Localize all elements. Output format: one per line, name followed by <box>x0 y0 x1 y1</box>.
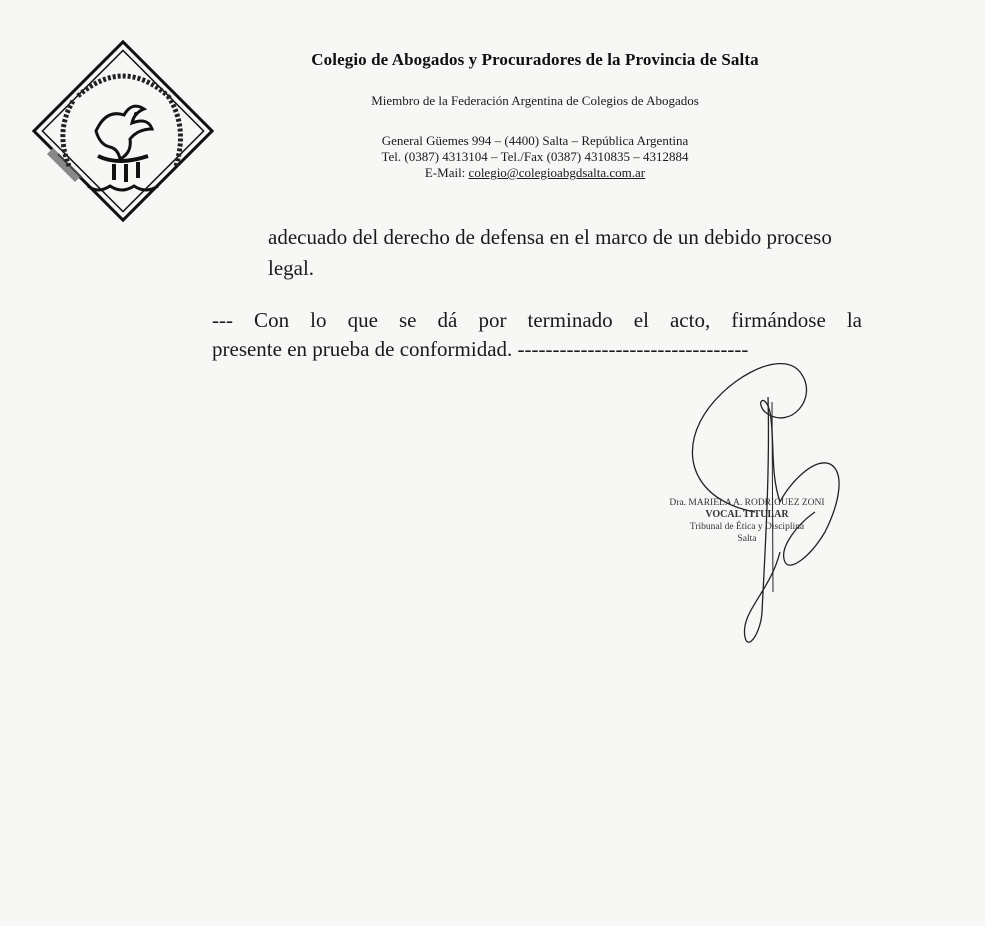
closing-line-1: --- Con lo que se dá por terminado el acto, firmándose la <box>212 308 862 332</box>
letterhead-title: Colegio de Abogados y Procuradores de la Provincia de Salta <box>311 50 759 69</box>
letterhead-address: General Güemes 994 – (4400) Salta – República Argentina <box>381 133 689 148</box>
stamp-body: Tribunal de Ética y Disciplina <box>689 522 805 532</box>
letterhead-contact <box>225 133 845 181</box>
signature-stamp <box>662 497 832 545</box>
letterhead-phones: Tel. (0387) 4313104 – Tel./Fax (0387) 4310835 – 4312884 <box>381 149 689 164</box>
letterhead <box>225 50 845 181</box>
closing-line-2: presente en prueba de conformidad. --------------------------------- <box>212 337 749 361</box>
stamp-place: Salta <box>737 534 757 544</box>
body-paragraph-1: adecuado del derecho de defensa en el marco de un debido proceso legal. <box>268 225 832 280</box>
email-link[interactable]: colegio@colegioabgdsalta.com.ar <box>468 165 646 180</box>
stamp-role: VOCAL TITULAR <box>705 509 789 520</box>
letterhead-membership: Miembro de la Federación Argentina de Colegios de Abogados <box>371 93 699 108</box>
email-label: E-Mail: <box>424 165 469 180</box>
letterhead-email-line <box>225 165 845 181</box>
stamp-name: Dra. MARIELA A. RODRIGUEZ ZONI <box>669 498 825 508</box>
institution-seal-logo <box>18 36 228 226</box>
